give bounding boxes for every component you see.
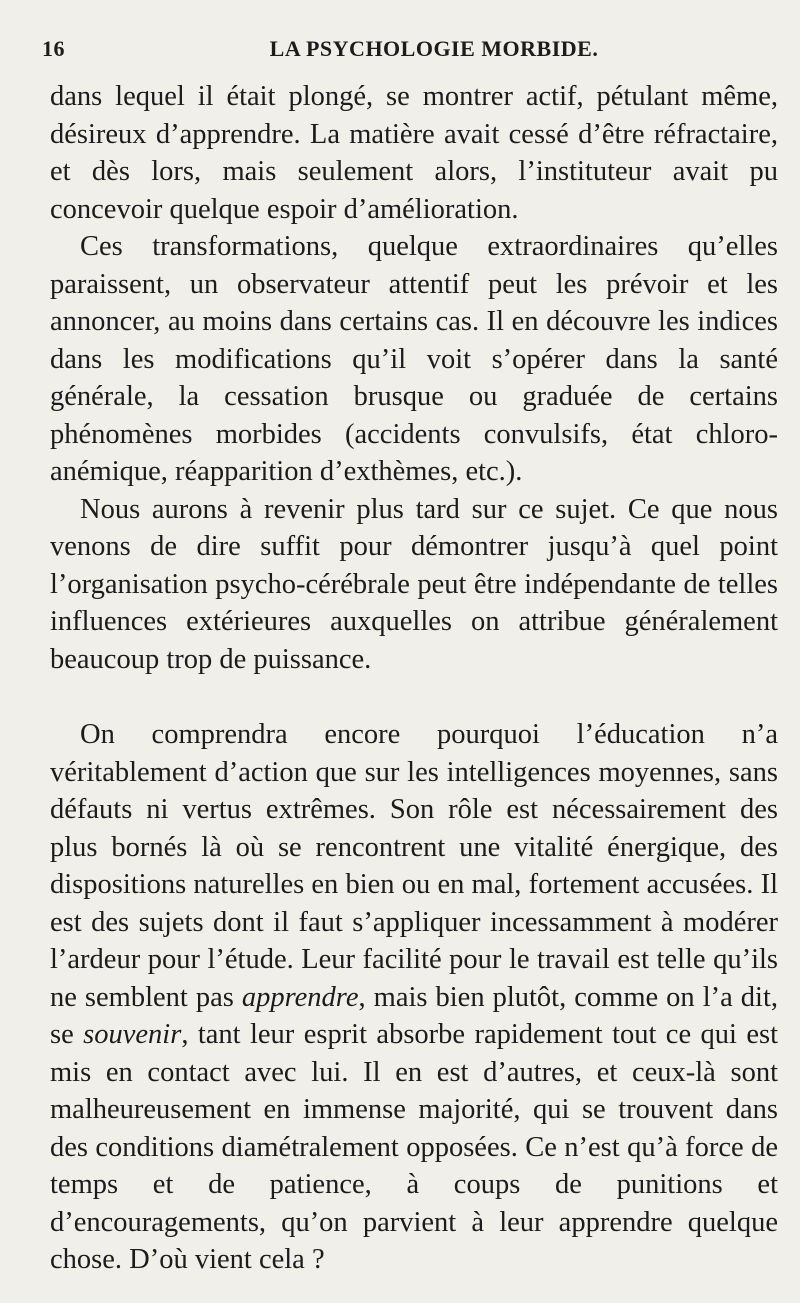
paragraph-4-part-3: , tant leur esprit absorbe rapidement tout ce qui est mis en contact avec lui. Il en est d’autres, et ceux-là sont malheureusement en immense majorité, qui se trouvent dans des conditions diamétralement opposées. Ce n’est qu’à force de temps et de patience, à coups de punitions et d’encouragements, qu’on parvient à leur apprendre quelque chose. D’où vient cela ? — [50, 1019, 778, 1275]
paragraph-gap — [50, 678, 778, 716]
paragraph-4-part-2: , mais bien plutôt, comme on l’a dit, se — [50, 981, 778, 1050]
italic-word-souvenir: souvenir — [83, 1019, 182, 1050]
paragraph-4 — [50, 716, 778, 1279]
italic-word-apprendre: apprendre — [241, 981, 359, 1013]
body-text — [50, 78, 778, 1279]
page-header — [42, 24, 778, 64]
paragraph-3: Nous aurons à revenir plus tard sur ce sujet. Ce que nous venons de dire suffit pour démontrer jusqu’à quel point l’organisation psycho-cérébrale peut être indépendante de telles influences extérieures auxquelles on attribue généralement beaucoup trop de puissance. — [50, 493, 778, 675]
page-number: 16 — [42, 36, 65, 61]
paragraph-4-part-1: On comprendra encore pourquoi l’éducation n’a véritablement d’action que sur les intelligences moyennes, sans défauts ni vertus extrêmes. Son rôle est nécessairement des plus bornés là où se rencontrent une vitalité énergique, des dispositions naturelles en bien ou en mal, fortement accusées. Il est des sujets dont il faut s’appliquer incessamment à modérer l’ardeur pour l’étude. Leur facilité pour le travail est telle qu’ils ne semblent pas — [50, 719, 778, 1013]
running-title: LA PSYCHOLOGIE MORBIDE. — [269, 36, 599, 61]
paragraph-2: Ces transformations, quelque extraordinaires qu’elles paraissent, un observateur attentif peut les prévoir et les annoncer, au moins dans certains cas. Il en découvre les indices dans les modifications qu’il voit s’opérer dans la santé générale, la cessation brusque ou graduée de certains phénomènes morbides (accidents convulsifs, état chloro-anémique, réapparition d’exthèmes, etc.). — [50, 231, 778, 487]
paragraph-1: dans lequel il était plongé, se montrer actif, pétulant même, désireux d’apprendre. La matière avait cessé d’être réfractaire, et dès lors, mais seulement alors, l’instituteur avait pu concevoir quelque espoir d’amélioration. — [50, 81, 778, 225]
